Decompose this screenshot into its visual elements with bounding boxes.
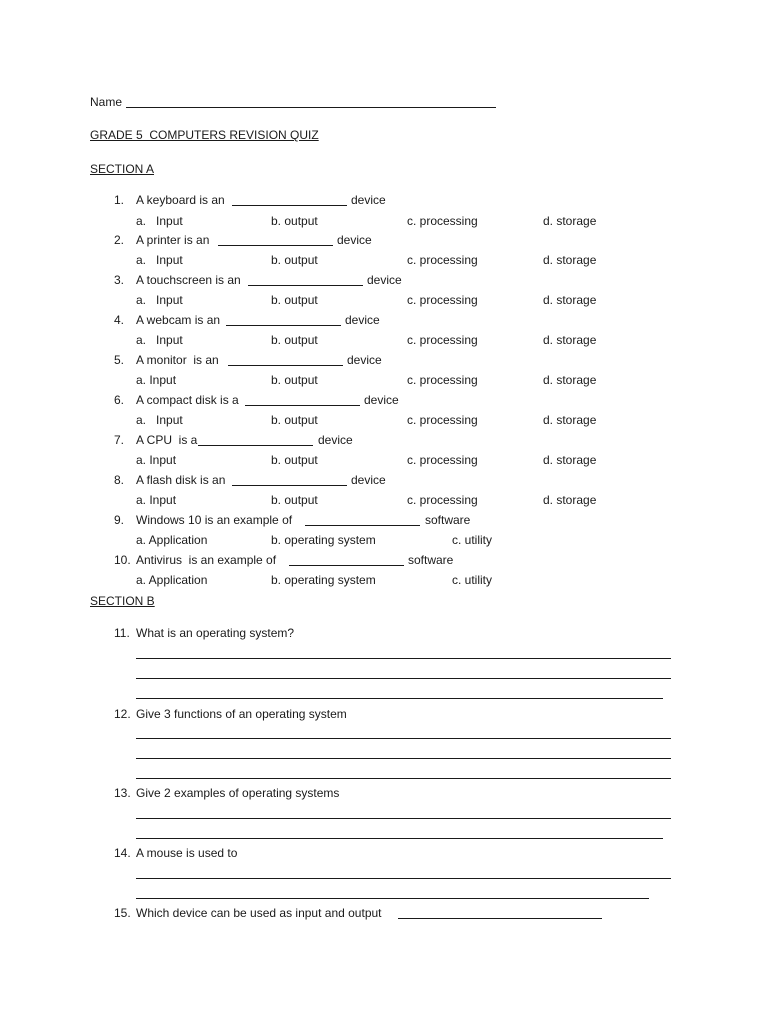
option-a[interactable]: a. Input [136,373,177,387]
option-b[interactable]: b. output [271,333,318,347]
option-a[interactable]: a. Application [136,533,208,547]
question-number: 5. [114,353,125,367]
answer-line[interactable] [136,698,663,699]
question-number: 12. [114,707,131,721]
option-b[interactable]: b. output [271,293,318,307]
quiz-title: GRADE 5 COMPUTERS REVISION QUIZ [90,128,319,142]
option-d[interactable]: d. storage [543,493,597,507]
question-number: 14. [114,846,131,860]
name-label: Name [90,95,123,109]
answer-blank[interactable] [232,205,347,206]
answer-line[interactable] [136,778,671,779]
option-d[interactable]: d. storage [543,373,597,387]
option-c[interactable]: c. processing [407,333,478,347]
answer-line[interactable] [136,738,671,739]
option-a[interactable]: a. Input [136,493,177,507]
question-text: A printer is an [136,233,210,247]
answer-blank[interactable] [198,445,313,446]
answer-blank[interactable] [245,405,360,406]
question-text: A compact disk is a [136,393,239,407]
option-d[interactable]: d. storage [543,253,597,267]
option-a[interactable]: a. Input [136,413,183,427]
question-number: 6. [114,393,125,407]
question-text: A flash disk is an [136,473,226,487]
option-a[interactable]: a. Input [136,333,183,347]
option-c[interactable]: c. processing [407,253,478,267]
option-c[interactable]: c. utility [452,533,493,547]
question-text-end: device [364,393,399,407]
question-text-end: device [318,433,353,447]
question-text: Which device can be used as input and output [136,906,382,920]
answer-line[interactable] [136,818,671,819]
option-a[interactable]: a. Application [136,573,208,587]
question-text-end: device [347,353,382,367]
answer-blank[interactable] [228,365,343,366]
question-text-end: device [367,273,402,287]
question-number: 8. [114,473,125,487]
question-text-end: device [351,193,386,207]
option-c[interactable]: c. processing [407,413,478,427]
question-number: 2. [114,233,125,247]
option-c[interactable]: c. utility [452,573,493,587]
option-d[interactable]: d. storage [543,413,597,427]
option-c[interactable]: c. processing [407,453,478,467]
answer-line[interactable] [136,758,671,759]
option-d[interactable]: d. storage [543,214,597,228]
answer-blank[interactable] [218,245,333,246]
option-b[interactable]: b. output [271,493,318,507]
question-text-end: software [408,553,454,567]
question-text: A touchscreen is an [136,273,241,287]
answer-blank[interactable] [232,485,347,486]
option-a[interactable]: a. Input [136,293,183,307]
option-c[interactable]: c. processing [407,293,478,307]
option-a[interactable]: a. Input [136,253,183,267]
question-text-end: device [351,473,386,487]
question-text: What is an operating system? [136,626,295,640]
option-b[interactable]: b. output [271,413,318,427]
answer-line[interactable] [136,898,649,899]
question-number: 1. [114,193,125,207]
question-text: A webcam is an [136,313,221,327]
question-number: 9. [114,513,125,527]
option-b[interactable]: b. output [271,253,318,267]
question-text: A monitor is an [136,353,219,367]
answer-blank[interactable] [398,918,602,919]
question-text-end: device [345,313,380,327]
question-number: 15. [114,906,131,920]
answer-line[interactable] [136,838,663,839]
question-number: 7. [114,433,125,447]
section-a-heading: SECTION A [90,162,155,176]
question-number: 13. [114,786,131,800]
option-c[interactable]: c. processing [407,214,478,228]
question-text: A CPU is a [136,433,198,447]
answer-line[interactable] [136,658,671,659]
option-b[interactable]: b. operating system [271,533,376,547]
question-text: A mouse is used to [136,846,238,860]
question-number: 11. [114,626,130,640]
section-b-heading: SECTION B [90,594,155,608]
answer-blank[interactable] [248,285,363,286]
question-number: 4. [114,313,125,327]
question-text: Windows 10 is an example of [136,513,293,527]
question-number: 10. [114,553,131,567]
question-number: 3. [114,273,125,287]
option-b[interactable]: b. output [271,453,318,467]
option-b[interactable]: b. operating system [271,573,376,587]
answer-blank[interactable] [305,525,420,526]
answer-blank[interactable] [289,565,404,566]
question-text-end: software [425,513,471,527]
option-b[interactable]: b. output [271,373,318,387]
question-text: Give 3 functions of an operating system [136,707,347,721]
answer-line[interactable] [136,878,671,879]
option-a[interactable]: a. Input [136,453,177,467]
question-text: A keyboard is an [136,193,225,207]
name-answer-line[interactable] [126,107,496,108]
option-a[interactable]: a. Input [136,214,183,228]
question-text: Antivirus is an example of [136,553,277,567]
option-d[interactable]: d. storage [543,293,597,307]
option-b[interactable]: b. output [271,214,318,228]
answer-line[interactable] [136,678,671,679]
option-d[interactable]: d. storage [543,333,597,347]
answer-blank[interactable] [226,325,341,326]
question-text: Give 2 examples of operating systems [136,786,340,800]
option-d[interactable]: d. storage [543,453,597,467]
question-text-end: device [337,233,372,247]
option-c[interactable]: c. processing [407,493,478,507]
option-c[interactable]: c. processing [407,373,478,387]
